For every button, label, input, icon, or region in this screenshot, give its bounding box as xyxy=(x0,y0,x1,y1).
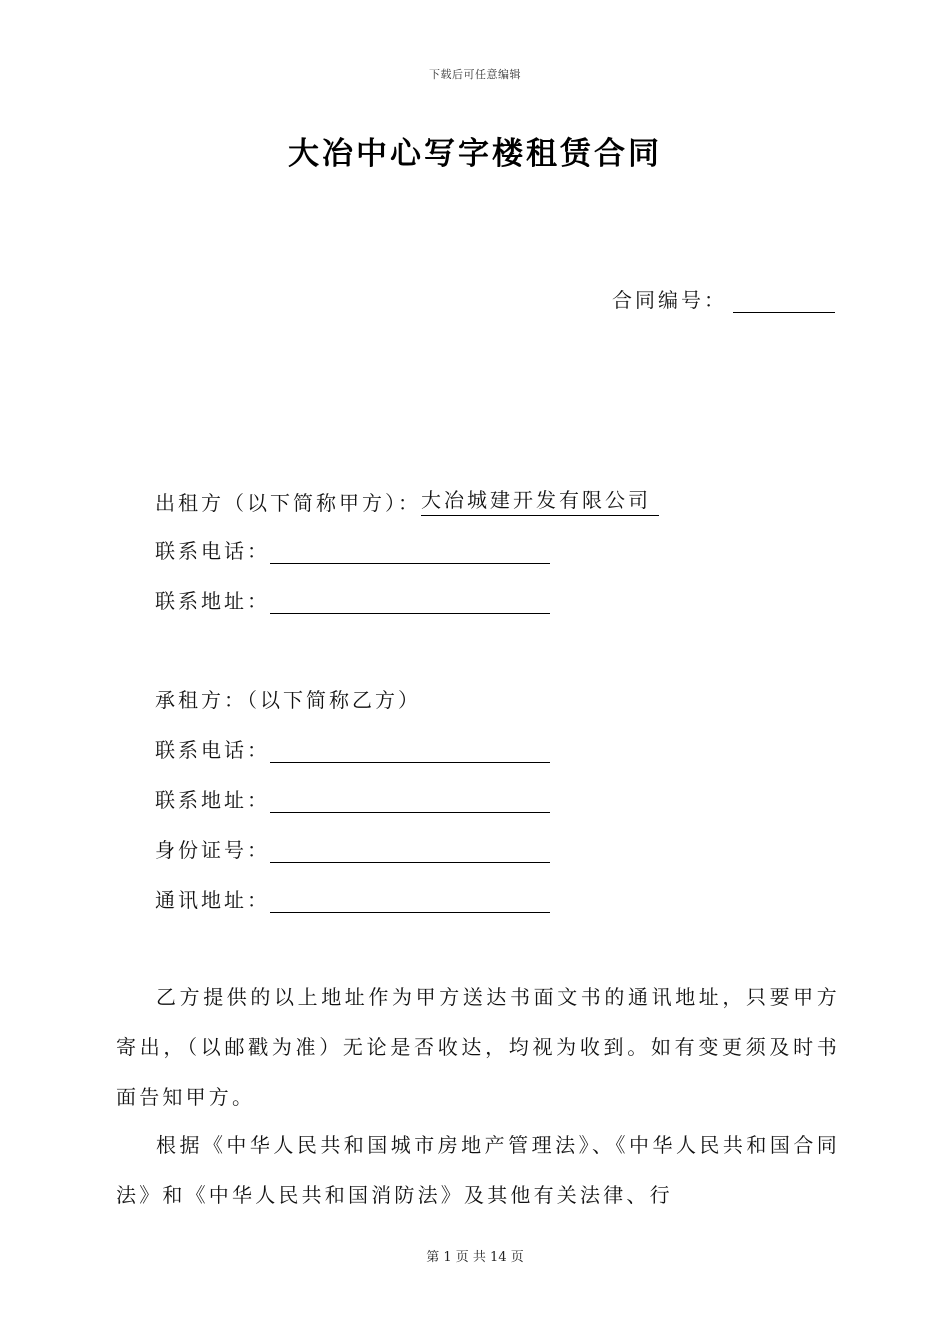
lessor-phone-line xyxy=(155,535,550,564)
lessee-line xyxy=(155,684,421,713)
lessee-mail-label: 通讯地址： xyxy=(155,888,270,912)
lessor-phone-label: 联系电话： xyxy=(155,539,270,563)
lessee-address-blank xyxy=(270,788,550,813)
header-note: 下载后可任意编辑 xyxy=(429,68,521,81)
lessee-id-blank xyxy=(270,838,550,863)
lessee-mail-line xyxy=(155,884,550,913)
lessee-mail-blank xyxy=(270,888,550,913)
lessee-phone-label: 联系电话： xyxy=(155,738,270,762)
lessee-phone-line xyxy=(155,734,550,763)
lessor-address-label: 联系地址： xyxy=(155,589,270,613)
contract-number xyxy=(612,284,835,313)
contract-number-label: 合同编号： xyxy=(612,288,727,312)
basis-paragraph: 根据《中华人民共和国城市房地产管理法》、《中华人民共和国合同法》和《中华人民共和国消防法》及其他有关法律、行 xyxy=(116,1133,840,1207)
lessor-label: 出租方（以下简称甲方）： xyxy=(155,491,421,515)
lessee-id-line xyxy=(155,834,550,863)
lessee-label: 承租方：（以下简称乙方） xyxy=(155,688,421,712)
contract-number-blank xyxy=(733,288,835,313)
lessee-id-label: 身份证号： xyxy=(155,838,270,862)
lessee-address-label: 联系地址： xyxy=(155,788,270,812)
lessor-name: 大冶城建开发有限公司 xyxy=(421,484,659,516)
document-title: 大冶中心写字楼租赁合同 xyxy=(288,136,662,172)
lessee-address-line xyxy=(155,784,550,813)
lessor-line xyxy=(155,484,659,516)
lessor-address-blank xyxy=(270,589,550,614)
lessor-phone-blank xyxy=(270,539,550,564)
lessee-phone-blank xyxy=(270,738,550,763)
notice-paragraph: 乙方提供的以上地址作为甲方送达书面文书的通讯地址，只要甲方寄出，（以邮戳为准）无论是否收达，均视为收到。如有变更须及时书面告知甲方。 xyxy=(116,985,840,1109)
page-footer: 第 1 页 共 14 页 xyxy=(426,1250,524,1265)
lessor-address-line xyxy=(155,585,550,614)
